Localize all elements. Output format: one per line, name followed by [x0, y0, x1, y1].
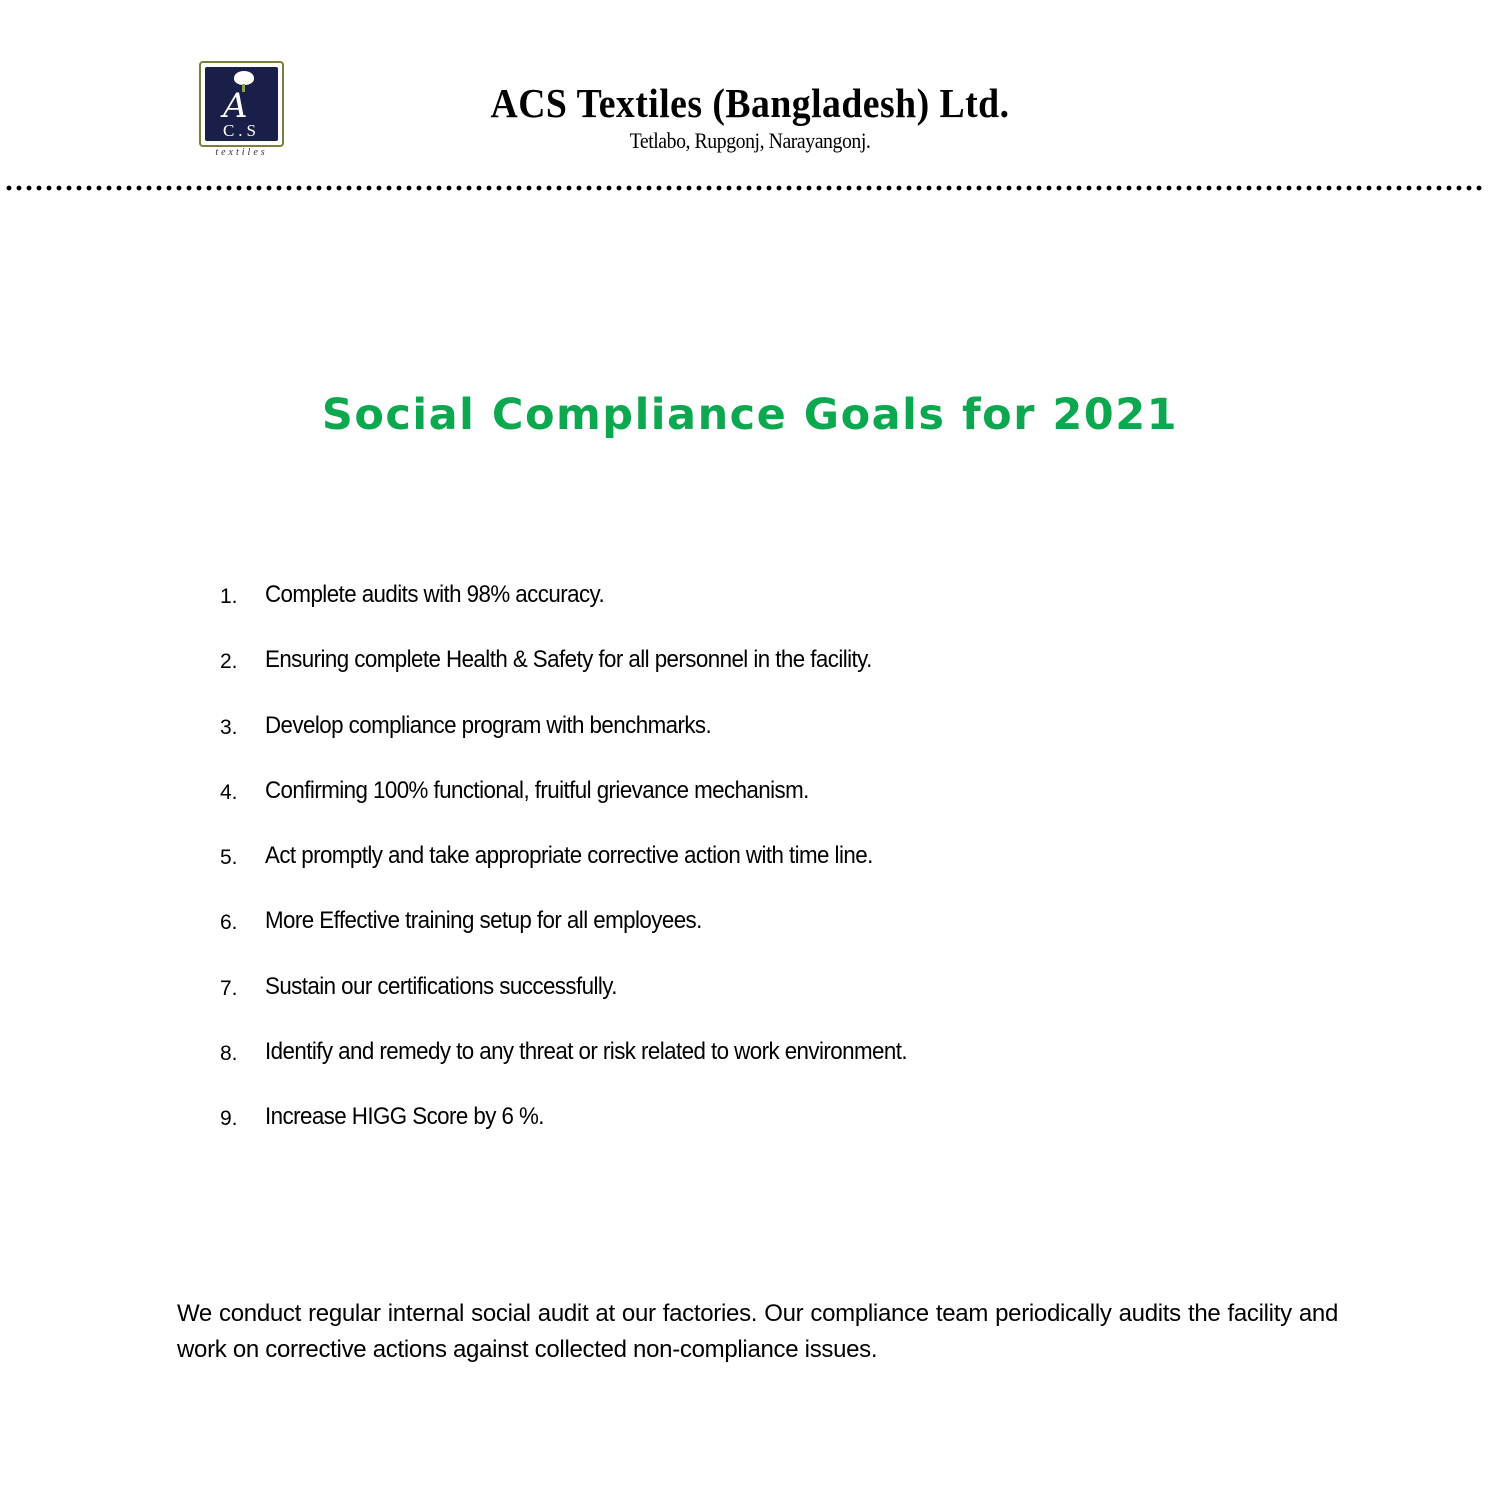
- goal-text: Act promptly and take appropriate corrective action with time line.: [265, 842, 873, 870]
- logo-initials: C.S: [222, 121, 261, 140]
- company-address: Tetlabo, Rupgonj, Narayangonj.: [629, 128, 871, 153]
- logo-monogram: A: [223, 86, 248, 126]
- goal-text: Identify and remedy to any threat or risk related to work environment.: [265, 1038, 908, 1066]
- goal-text: Sustain our certifications successfully.: [265, 972, 617, 1000]
- goal-number: 1.: [220, 585, 238, 608]
- goal-text: Confirming 100% functional, fruitful grievance mechanism.: [265, 776, 809, 804]
- dotted-divider: [4, 185, 1484, 191]
- goal-number: 4.: [220, 780, 238, 804]
- goal-number: 9.: [220, 1107, 238, 1131]
- goal-text: Complete audits with 98% accuracy.: [265, 581, 605, 608]
- logo-subtitle: textiles: [215, 147, 268, 158]
- goal-text: Increase HIGG Score by 6 %.: [265, 1103, 544, 1131]
- goal-number: 2.: [220, 650, 238, 674]
- goal-text: More Effective training setup for all employees.: [265, 907, 702, 935]
- goal-number: 5.: [220, 846, 238, 870]
- company-name: ACS Textiles (Bangladesh) Ltd.: [490, 80, 1010, 126]
- goal-number: 8.: [220, 1042, 238, 1066]
- closing-paragraph: We conduct regular internal social audit at our factories. Our compliance team periodically audits the facility and work on corrective actions against collected non-compliance issues.: [177, 1300, 1338, 1363]
- goal-number: 7.: [220, 976, 238, 1000]
- page-title: Social Compliance Goals for 2021: [321, 390, 1179, 440]
- goal-text: Develop compliance program with benchmarks.: [265, 711, 712, 739]
- goal-number: 6.: [220, 911, 238, 935]
- goal-number: 3.: [220, 715, 238, 739]
- goal-text: Ensuring complete Health & Safety for all personnel in the facility.: [265, 646, 872, 674]
